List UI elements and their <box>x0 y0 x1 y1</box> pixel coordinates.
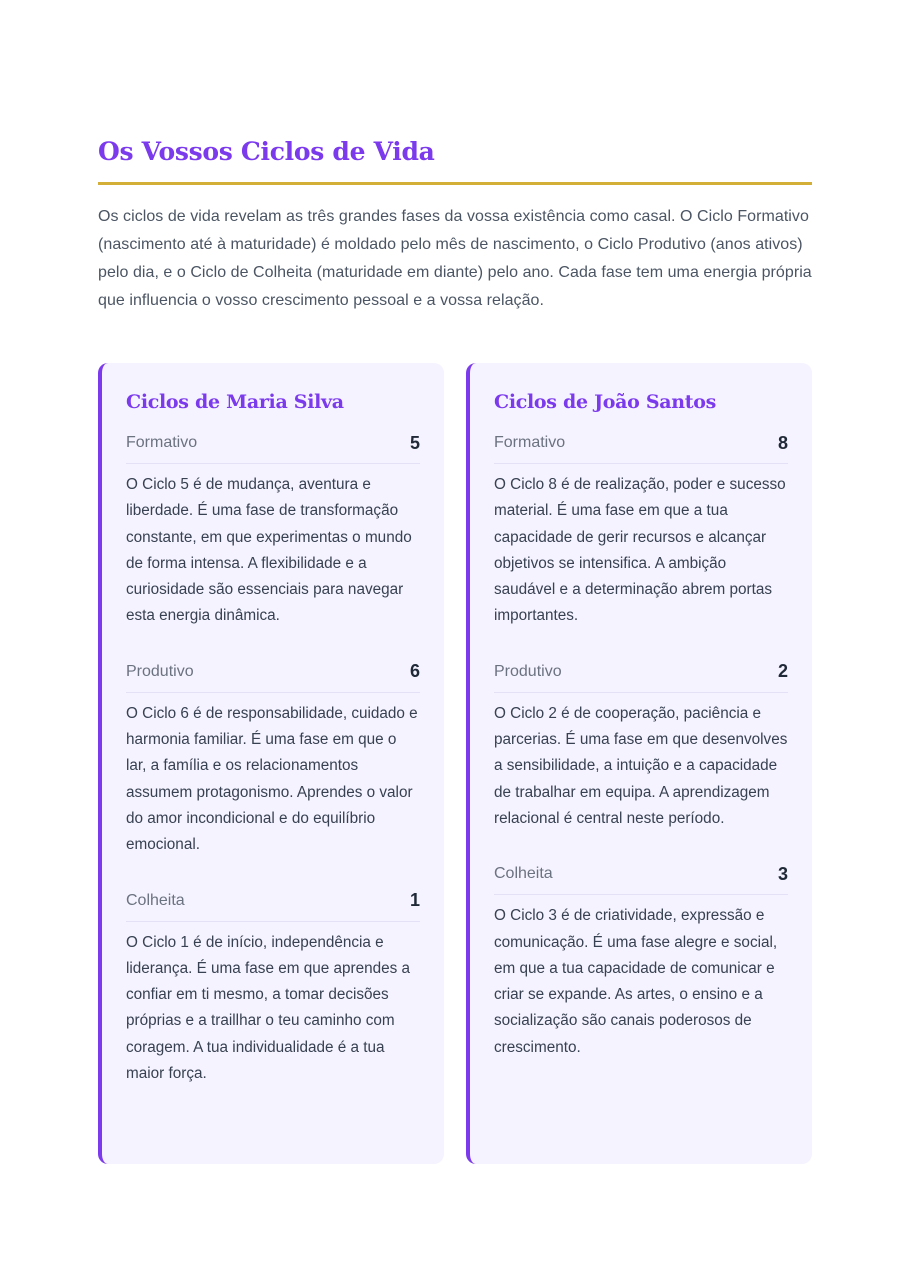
cycle-description: O Ciclo 3 é de criatividade, expressão e comunicação. É uma fase alegre e social, em que a tua capacidade de comunicar e criar se expande. As artes, o ensino e a socialização são canais poderosos de crescimento. <box>494 907 778 1056</box>
cycle-description: O Ciclo 6 é de responsabilidade, cuidado e harmonia familiar. É uma fase em que o lar, a família e os relacionamentos assumem protagonismo. Aprendes o valor do amor incondicional e do equilíbrio emocional. <box>126 704 418 854</box>
cycle-number: 6 <box>409 661 420 682</box>
cycle-label: Produtivo <box>126 662 194 680</box>
cycle-label: Colheita <box>126 891 185 909</box>
cycle-colheita <box>494 854 788 1061</box>
card-title: Ciclos de Maria Silva <box>126 391 344 413</box>
cycle-header <box>494 652 788 693</box>
cycle-label: Formativo <box>126 434 198 451</box>
cycle-header <box>126 423 420 464</box>
cycle-header <box>126 652 420 693</box>
cycle-header <box>494 854 788 895</box>
cycle-label: Colheita <box>494 865 553 883</box>
cycle-description: O Ciclo 8 é de realização, poder e sucesso material. É uma fase em que a tua capacidade de gerir recursos e alcançar objetivos se intensifica. A ambição saudável e a determinação abrem portas importantes. <box>494 476 786 625</box>
cycle-produtivo <box>126 652 420 859</box>
cycle-formativo <box>126 423 420 630</box>
cycle-description: O Ciclo 1 é de início, independência e liderança. É uma fase em que aprendes a confiar em ti mesmo, a tomar decisões próprias e a traillhar o teu caminho com coragem. A tua individualidade é a tua maior força. <box>126 933 411 1083</box>
cycle-description: O Ciclo 2 é de cooperação, paciência e parcerias. É uma fase em que desenvolves a sensibilidade, a intuição e a capacidade de trabalhar em equipa. A aprendizagem relacional é central neste período. <box>494 704 788 827</box>
cycle-label: Formativo <box>494 434 566 451</box>
cycle-header <box>494 423 788 464</box>
title-divider <box>98 182 812 185</box>
person-card-maria <box>98 363 444 1164</box>
page-title: Os Vossos Ciclos de Vida <box>98 137 435 166</box>
cycle-number: 5 <box>409 432 420 453</box>
card-title: Ciclos de João Santos <box>494 391 717 413</box>
cycle-number: 3 <box>777 863 788 884</box>
cycle-label: Produtivo <box>494 662 562 680</box>
cycle-number: 1 <box>409 890 420 911</box>
cycle-formativo <box>494 423 788 630</box>
cycle-produtivo <box>494 652 788 832</box>
person-card-joao <box>466 363 812 1164</box>
intro-paragraph: Os ciclos de vida revelam as três grandes fases da vossa existência como casal. O Ciclo Formativo (nascimento até à maturidade) é moldado pelo mês de nascimento, o Ciclo Produtivo (anos ativos) pelo dia, e o Ciclo de Colheita (maturidade em diante) pelo ano. Cada fase tem uma energia própria que influencia o vosso crescimento pessoal e a vossa relação. <box>98 208 812 309</box>
cycle-number: 8 <box>777 432 788 453</box>
page-content <box>98 134 812 1083</box>
cycle-number: 2 <box>777 661 788 682</box>
cycles-cards <box>98 363 812 1164</box>
cycle-colheita <box>126 881 420 1088</box>
cycle-header <box>126 881 420 922</box>
cycle-description: O Ciclo 5 é de mudança, aventura e liberdade. É uma fase de transformação constante, em que experimentas o mundo de forma intensa. A flexibilidade e a curiosidade são essenciais para navegar esta energia dinâmica. <box>126 476 412 625</box>
